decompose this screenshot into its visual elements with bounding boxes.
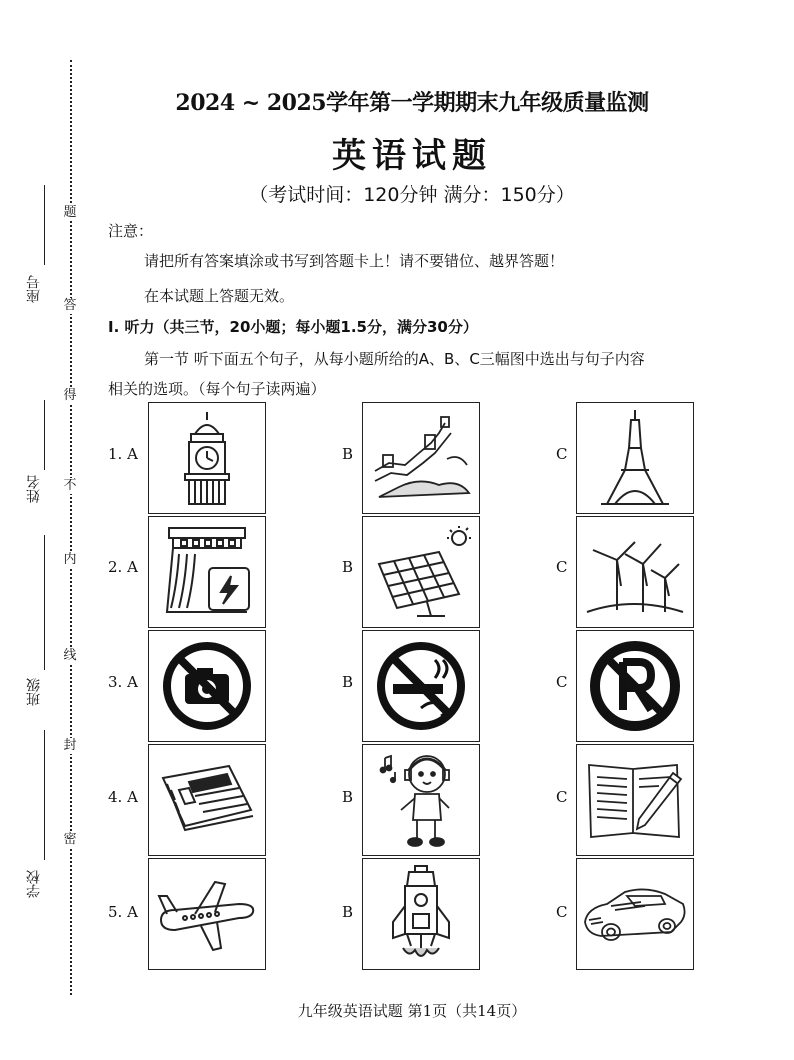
question-5-label: 5. A — [108, 903, 138, 921]
no-parking-icon — [587, 638, 683, 734]
eiffel-tower-icon — [585, 408, 685, 508]
option-b-label: B — [342, 558, 354, 576]
seal-char: 不 — [63, 478, 77, 493]
notebook-pen-icon — [583, 755, 687, 845]
q5-option-a[interactable] — [148, 858, 266, 970]
exam-title: 2024 ~ 2025学年第一学期期末九年级质量监测 — [175, 90, 649, 116]
sports-car-icon — [581, 874, 689, 954]
q2-option-a[interactable] — [148, 516, 266, 628]
q3-option-b[interactable] — [362, 630, 480, 742]
option-c-label: C — [556, 788, 568, 806]
question-2-label: 2. A — [108, 558, 138, 576]
class-line — [44, 535, 45, 670]
q1-option-c[interactable] — [576, 402, 694, 514]
q4-option-c[interactable] — [576, 744, 694, 856]
seal-char: 得 — [63, 388, 77, 403]
option-c-label: C — [556, 673, 568, 691]
school-line — [44, 730, 45, 860]
q1-option-b[interactable] — [362, 402, 480, 514]
wind-turbines-icon — [583, 524, 687, 620]
option-b-label: B — [342, 445, 354, 463]
seal-char: 密 — [63, 832, 77, 847]
class-label: 班级 — [26, 678, 42, 706]
q5-option-b[interactable] — [362, 858, 480, 970]
note-line: 在本试题上答题无效。 — [144, 287, 295, 305]
option-b-label: B — [342, 788, 354, 806]
rocket-icon — [381, 862, 461, 966]
question-4-label: 4. A — [108, 788, 138, 806]
great-wall-icon — [369, 413, 473, 503]
no-smoking-icon — [373, 638, 469, 734]
q3-option-c[interactable] — [576, 630, 694, 742]
q2-option-c[interactable] — [576, 516, 694, 628]
seal-char: 答 — [63, 298, 77, 313]
name-label: 姓名 — [26, 475, 42, 503]
solar-panel-icon — [369, 524, 473, 620]
subject-title: 英语试题 — [332, 136, 492, 176]
option-b-label: B — [342, 903, 354, 921]
seal-char: 题 — [63, 205, 77, 220]
seal-char: 内 — [63, 552, 77, 567]
no-photography-icon — [159, 638, 255, 734]
hydropower-dam-icon — [157, 524, 257, 620]
airplane-icon — [155, 874, 259, 954]
question-1-label: 1. A — [108, 445, 138, 463]
q4-option-b[interactable] — [362, 744, 480, 856]
q1-option-a[interactable] — [148, 402, 266, 514]
section-heading: I. 听力（共三节，20小题；每小题1.5分，满分30分） — [108, 318, 478, 336]
newspaper-icon — [155, 760, 259, 840]
question-3-label: 3. A — [108, 673, 138, 691]
q4-option-a[interactable] — [148, 744, 266, 856]
section-instruction: 第一节 听下面五个句子，从每小题所给的A、B、C三幅图中选出与句子内容 — [144, 350, 645, 368]
q5-option-c[interactable] — [576, 858, 694, 970]
seal-char: 封 — [63, 738, 77, 753]
note-line: 请把所有答案填涂或书写到答题卡上！请不要错位、越界答题！ — [144, 252, 565, 270]
girl-singing-icon — [371, 748, 471, 852]
q2-option-b[interactable] — [362, 516, 480, 628]
seal-char: 线 — [63, 648, 77, 663]
clock-tower-icon — [167, 408, 247, 508]
option-c-label: C — [556, 903, 568, 921]
notes-heading: 注意： — [108, 222, 154, 240]
option-c-label: C — [556, 445, 568, 463]
exam-duration: （考试时间：120分钟 满分：150分） — [249, 184, 575, 206]
name-line — [44, 400, 45, 470]
option-b-label: B — [342, 673, 354, 691]
option-c-label: C — [556, 558, 568, 576]
q3-option-a[interactable] — [148, 630, 266, 742]
seat-number-label: 座号 — [26, 275, 42, 303]
section-instruction-cont: 相关的选项。（每个句子读两遍） — [108, 380, 326, 398]
page-footer: 九年级英语试题 第1页（共14页） — [297, 1002, 527, 1020]
school-label: 学校 — [26, 870, 42, 898]
